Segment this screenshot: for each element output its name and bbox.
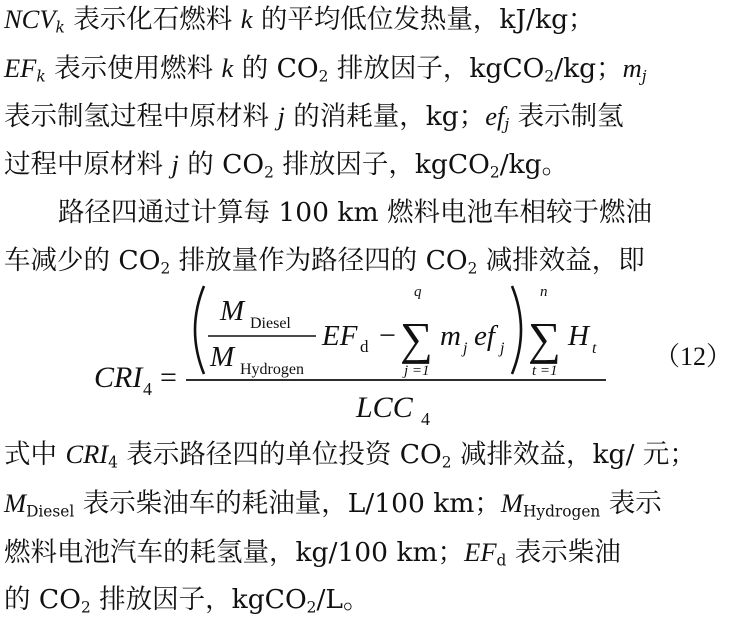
subscript: 2 [318,67,329,86]
text-run: 减排效益，即 [477,245,645,276]
symbol-m: m [622,53,642,83]
subscript: 2 [264,163,274,182]
sum2-lower: t =1 [532,363,558,379]
eq-m-hydrogen: M [210,341,235,373]
eq-lhs-sub: 4 [143,379,152,399]
text-line-7 [4,437,740,472]
sum1-upper: q [414,284,422,300]
eq-ef-sub: d [360,337,369,356]
symbol-subscript: j [504,115,510,134]
subscript: 2 [489,163,500,182]
eq-m: m [440,320,461,352]
subscript: 2 [441,453,452,472]
symbol-ef: EF [4,53,37,83]
subscript: Hydrogen [523,502,601,521]
eq-m-sub: j [463,340,468,357]
text-line-9 [4,535,740,570]
text-run: 减排效益，kg/ 元； [451,439,696,470]
text-line-5 [58,196,740,230]
eq-efj-sub: j [500,340,505,357]
text-run: 燃料电池汽车的耗氢量，kg/100 km； [4,537,465,568]
text-run: 排放量作为路径四的 CO [170,245,468,276]
symbol-j: j [171,149,179,179]
eq-efj: ef [474,320,495,352]
text-run: 表示路径四的单位投资 CO [117,439,442,470]
eq-m-diesel: M [220,295,245,327]
eq-lhs: CRI [94,361,143,394]
sum1-lower: j =1 [404,363,430,379]
equation-svg [0,282,740,432]
text-line-6 [4,244,740,278]
text-run: 表示 [600,488,662,519]
subscript: 2 [306,598,317,617]
subscript: d [496,551,507,570]
symbol-m: M [500,488,523,518]
sum1-sigma: ∑ [400,313,433,364]
eq-equals: = [160,361,177,394]
text-run: 排放因子，kgCO [273,149,490,180]
text-run: 表示柴油 [506,537,621,568]
text-run: /L。 [316,584,370,615]
symbol-m: M [4,488,27,518]
symbol-subscript: j [641,67,647,86]
subscript: Diesel [26,502,75,521]
symbol-k: k [221,53,234,83]
text-run: 的消耗量，kg； [284,101,486,132]
text-run: 的 CO [233,53,319,84]
eq-ef: EF [322,320,358,352]
text-line-8 [4,486,740,521]
symbol-subscript: k [36,67,46,86]
subscript: 4 [108,453,118,472]
subscript: 2 [467,259,478,278]
text-run: 表示使用燃料 [45,53,222,84]
text-run: /kg。 [499,149,569,180]
text-run: 表示制氢过程中原材料 [4,101,278,132]
text-line-4 [4,147,740,182]
text-run: /kg； [554,53,623,84]
subscript: 2 [80,598,91,617]
eq-m-diesel-sub: Diesel [250,315,291,332]
text-run: 路径四通过计算每 100 km 燃料电池车相较于燃油 [58,197,653,228]
text-run: 表示柴油车的耗油量，L/100 km； [74,488,501,519]
text-run: 车减少的 CO [4,245,161,276]
symbol-ef: ef [485,101,505,131]
text-run: 表示化石燃料 [64,4,241,35]
text-run: 排放因子，kgCO [90,584,307,615]
eq-denominator: LCC [356,391,413,424]
equation-number: （12） [654,342,733,371]
text-run: 式中 [4,439,66,470]
right-paren [512,286,521,374]
text-line-1 [4,2,740,37]
subscript: 2 [544,67,555,86]
symbol-ncv: NCV [4,4,56,34]
text-line-10 [4,583,740,617]
text-run: 表示制氢 [509,101,624,132]
eq-minus: − [379,319,396,352]
symbol-k: k [240,4,253,34]
text-line-3 [4,99,740,134]
eq-h-sub: t [592,340,597,357]
subscript: 2 [160,259,171,278]
text-run: 的 CO [4,584,81,615]
sum2-sigma: ∑ [528,313,561,364]
eq-h: H [568,320,589,352]
text-line-2 [4,51,740,86]
sum2-upper: n [540,284,548,300]
symbol-j: j [277,101,285,131]
text-run: 排放因子，kgCO [328,53,545,84]
equation-12 [0,282,740,432]
text-run: 过程中原材料 [4,149,172,180]
text-run: 的 CO [178,149,265,180]
symbol-ef: EF [464,537,497,567]
eq-denominator-sub: 4 [421,409,430,429]
symbol-cri: CRI [65,439,109,469]
left-paren [195,286,204,374]
symbol-subscript: k [55,18,65,37]
eq-m-hydrogen-sub: Hydrogen [240,361,304,378]
text-run: 的平均低位发热量，kJ/kg； [252,4,595,35]
